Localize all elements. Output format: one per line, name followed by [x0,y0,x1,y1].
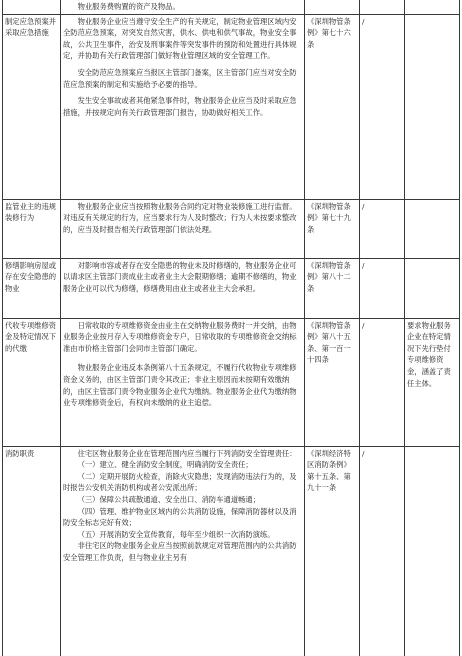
note-cell: / [360,446,405,656]
reference-cell: 《深圳物管条例》第七十六条 [305,14,360,199]
content-cell [61,199,305,258]
topic-cell: 代收专项维修资金及特定情况下的代缴 [3,318,61,446]
content-line: （二）定期开展防火检查，消除火灾隐患；发现消防违法行为的，及时报告公安机关消防机构或者公安派出所； [63,471,297,493]
reference-cell: 《深圳经济特区消防条例》第十五条、第九十一条 [305,446,360,656]
content-line: 非住宅区的物业服务企业应当按照前款规定对管理范围内的公共消防安全管理工作负责，但与物业业主另有 [63,541,297,562]
table-row [3,446,460,656]
note-cell: / [360,199,405,258]
content-paragraph: 对影响市容或者存在安全隐患的物业未及时修缮的，物业服务企业可以请求区主管部门责成业主或者业主大会限期修缮；逾期不修缮的，物业服务企业可以代为修缮，修缮费用由业主或者业主大会承担。 [63,260,297,293]
content-paragraph: 物业服务企业违反本条例第八十五条规定，不履行代收物业专项维修资金义务的，由区主管部门责令其改正；非业主原因而未按期有效缴纳的，由区主管部门责令物业服务企业代为缴纳。物业服务企业代为缴纳物业专项维修资金后，有权向未缴纳的业主追偿。 [63,363,297,408]
note-cell [360,0,405,14]
content-cell [61,446,305,656]
content-cell [61,258,305,318]
extra-cell: 要求物业服务企业在特定情况下先行垫付专项维修资金，涵盖了责任主体。 [405,318,460,446]
content-paragraph: 物业服务费购置的资产及物品。 [77,2,180,11]
content-paragraph: 日常收取的专项维修资金由业主在交纳物业服务费时一并交纳，由物业服务企业按月存入专项维修资金专户，日常收取的专项维修资金交纳标准由市价格主管部门会同市主管部门确定。 [63,320,297,353]
extra-cell [405,14,460,199]
content-paragraph: 发生安全事故或者其他紧急事件时，物业服务企业应当及时采取应急措施，并按规定向有关行政管理部门报告，协助做好相关工作。 [63,96,297,117]
table-row [3,258,460,318]
table-row [3,318,460,446]
extra-cell [405,446,460,656]
content-paragraph: 物业服务企业应当遵守安全生产的有关规定，制定物业管理区域内安全防范应急预案，对突发自然灾害，供水、供电和供气事故，物业安全事故，公共卫生事件，治安及刑事案件等突发事件的预防和处置进行具体规定，并协助有关行政管理部门做好物业管理区域的安全管理工作。 [63,16,297,61]
table-row [3,0,460,14]
content-paragraph: 安全防范应急预案应当报区主管部门备案，区主管部门应当对安全防范应急预案的制定和实施给予必要的指导。 [63,67,297,89]
content-line: （四）管理、维护物业区域内的公共消防设施，保障消防器材以及消防安全标志完好有效； [63,506,297,528]
extra-cell [405,199,460,258]
table-row [3,14,460,199]
content-cell [61,14,305,199]
reference-cell [305,0,360,14]
content-line: （一）建立、健全消防安全制度，明确消防安全责任； [77,460,253,470]
topic-cell: 消防职责 [3,446,61,656]
topic-cell: 监管业主的违规装修行为 [3,199,61,258]
extra-cell [405,0,460,14]
content-cell [61,318,305,446]
topic-cell [3,0,61,14]
reference-cell: 《深圳物管条例》第七十九条 [305,199,360,258]
reference-cell: 《深圳物管条例》第八十五条、第一百一十四条 [305,318,360,446]
table-row [3,199,460,258]
note-cell: / [360,318,405,446]
content-line: （五）开展消防安全宣传教育，每年至少组织一次消防演练。 [77,529,275,539]
note-cell: / [360,14,405,199]
topic-cell: 制定应急预案并采取应急措施 [3,14,61,199]
content-line: （三）保障公共疏散通道、安全出口、消防车通道畅通； [77,494,261,504]
topic-cell: 修缮影响房屋或存在安全隐患的物业 [3,258,61,318]
reference-cell: 《深圳物管条例》第八十二条 [305,258,360,318]
content-cell [61,0,305,14]
content-paragraph: 物业服务企业应当按照物业服务合同约定对物业装修施工进行监督。对违反有关规定的行为，应当要求行为人及时整改；行为人未按要求整改的，应当及时报告相关行政管理部门依法处理。 [63,201,297,234]
note-cell: / [360,258,405,318]
extra-cell [405,258,460,318]
content-line: 住宅区物业服务企业在管理范围内应当履行下列消防安全管理责任： [77,448,297,458]
regulation-table [2,0,460,656]
